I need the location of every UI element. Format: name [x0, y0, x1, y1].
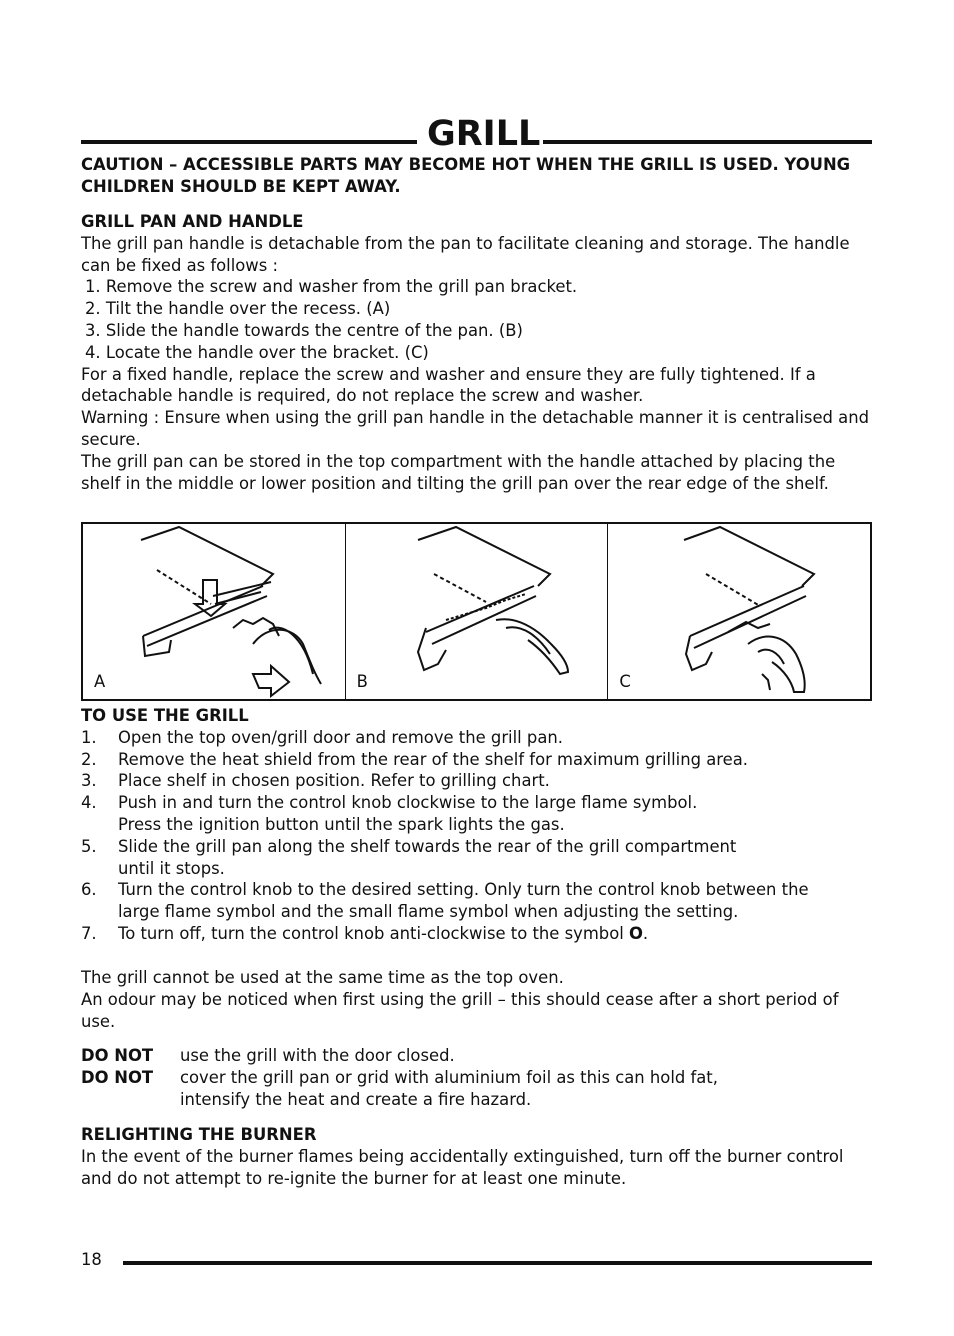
step-text-block [118, 923, 648, 945]
use-grill-steps [81, 727, 872, 945]
handle-steps-list [81, 276, 872, 363]
page-footer [81, 1249, 872, 1273]
figure-panel-a [83, 524, 346, 699]
notes-section [81, 967, 872, 1032]
use-grill-heading: TO USE THE GRILL [81, 706, 249, 725]
title-row [81, 112, 872, 158]
list-item [81, 836, 872, 880]
relighting-heading: RELIGHTING THE BURNER [81, 1125, 317, 1144]
do-not-text: use the grill with the door closed. [180, 1046, 455, 1065]
handle-step: 3. Slide the handle towards the centre of the pan. (B) [85, 320, 523, 340]
step-text: Place shelf in chosen position. Refer to grilling chart. [118, 771, 550, 791]
grill-pan-intro: The grill pan handle is detachable from the pan to facilitate cleaning and storage. The handle can be fixed as follows : [81, 233, 850, 275]
handle-step: 2. Tilt the handle over the recess. (A) [85, 299, 391, 319]
warning-note: Warning : Ensure when using the grill pan handle in the detachable manner it is centralised and secure. [81, 408, 869, 449]
list-item [81, 770, 872, 792]
step-number: 3. [81, 771, 97, 791]
figure-panel-b [346, 524, 609, 699]
panel-label-b: B [356, 672, 368, 691]
step-text-end: . [642, 923, 649, 943]
step-number: 6. [81, 880, 97, 900]
do-not-text-block [180, 1067, 718, 1111]
step-text-block [118, 836, 736, 880]
handle-illustration-a [83, 524, 345, 699]
step-number: 1. [81, 727, 97, 747]
relighting-text: In the event of the burner flames being accidentally extinguished, turn off the burner control and do not attempt to re-ignite the burner for at least one minute. [81, 1146, 844, 1188]
step-text: Open the top oven/grill door and remove the grill pan. [118, 727, 563, 747]
step-text: Slide the grill pan along the shelf towards the rear of the grill compartment [118, 836, 737, 856]
grill-pan-heading: GRILL PAN AND HANDLE [81, 212, 304, 231]
do-not-label: DO NOT [81, 1067, 154, 1087]
step-text-block [118, 792, 697, 836]
page-number: 18 [81, 1250, 102, 1269]
list-item [81, 923, 872, 945]
title-rule-right [543, 140, 872, 144]
page-title: GRILL [427, 114, 541, 154]
list-item [81, 749, 872, 771]
step-text: Remove the heat shield from the rear of the shelf for maximum grilling area. [118, 749, 748, 769]
off-symbol: O [628, 923, 643, 943]
do-not-label: DO NOT [81, 1046, 154, 1065]
list-item [81, 727, 872, 749]
do-not-text-continued: intensify the heat and create a fire hazard. [180, 1089, 532, 1109]
step-number: 7. [81, 923, 97, 943]
do-not-row [81, 1045, 872, 1067]
fixed-handle-note: For a fixed handle, replace the screw and washer and ensure they are fully tightened. If a detachable handle is required, do not replace the screw and washer. [81, 364, 816, 406]
step-number: 2. [81, 749, 97, 769]
use-grill-section [81, 705, 872, 945]
note-line: The grill cannot be used at the same time as the top oven. [81, 968, 564, 987]
handle-illustration-b [346, 524, 608, 699]
handle-step: 1. Remove the screw and washer from the grill pan bracket. [85, 277, 578, 297]
step-number: 5. [81, 836, 97, 856]
list-item [81, 879, 872, 923]
relighting-section [81, 1124, 872, 1189]
caution-text: CAUTION – ACCESSIBLE PARTS MAY BECOME HOT WHEN THE GRILL IS USED. YOUNG CHILDREN SHOULD BE KEPT AWAY. [81, 155, 851, 196]
list-item [81, 792, 872, 836]
footer-rule [123, 1261, 872, 1265]
panel-label-a: A [94, 672, 106, 691]
do-not-section [81, 1045, 872, 1110]
step-number: 4. [81, 793, 97, 813]
handle-figure [81, 522, 872, 701]
handle-illustration-c [608, 524, 870, 699]
step-text: Push in and turn the control knob clockwise to the large flame symbol. [118, 793, 698, 813]
do-not-row [81, 1067, 872, 1111]
step-text-continued: Press the ignition button until the spark lights the gas. [118, 814, 565, 834]
step-text-continued: until it stops. [118, 858, 225, 878]
step-text: Turn the control knob to the desired setting. Only turn the control knob between the [118, 880, 809, 900]
grill-pan-section [81, 211, 872, 494]
panel-label-c: C [619, 672, 631, 691]
note-line: An odour may be noticed when first using the grill – this should cease after a short period of use. [81, 989, 839, 1031]
title-rule-left [81, 140, 417, 144]
step-text: To turn off, turn the control knob anti-clockwise to the symbol [118, 923, 629, 943]
do-not-text: cover the grill pan or grid with aluminium foil as this can hold fat, [180, 1067, 718, 1087]
storage-note: The grill pan can be stored in the top compartment with the handle attached by placing the shelf in the middle or lower position and tilting the grill pan over the rear edge of the shelf. [81, 451, 836, 493]
step-text-continued: large flame symbol and the small flame symbol when adjusting the setting. [118, 902, 739, 922]
handle-step: 4. Locate the handle over the bracket. (C) [85, 342, 429, 362]
figure-panel-c [608, 524, 870, 699]
step-text-block [118, 879, 809, 923]
